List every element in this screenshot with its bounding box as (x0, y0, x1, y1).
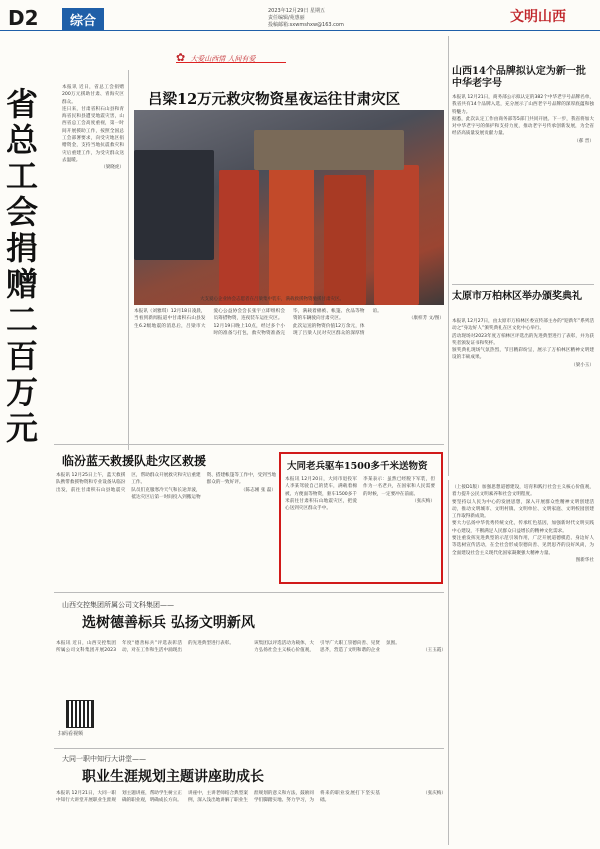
right-long-paragraph: 要注重发挥先进典型的示范引领作用，广泛开展道德模范、身边好人等选树宣传活动，在全社会形成崇德向善、见贤思齐的良好风尚，为全面建设社会主义现代化国家凝聚强大精神力量。 (452, 536, 594, 556)
veteran-body (285, 476, 435, 578)
rescuer-figure (324, 175, 366, 305)
veteran-paragraph: 本报讯 12月20日，大同市退役军人李某驾驶自己的货车，满载着棉被、方便面等物资，驱车1500多千米前往甘肃积石山地震灾区，把爱心送到灾区群众手中。 (285, 477, 357, 512)
lead-source: （梁晓虎） (101, 165, 124, 171)
cargo-figure (254, 130, 404, 170)
right-mid-headline: 太原市万柏林区举办颁奖典礼 (452, 291, 582, 302)
rescue-paragraph: 队员们克服寒冷天气和长途奔波，抵达灾区后第一时间投入到搬运物资、搭建帐篷等工作中，受到当地群众的一致好评。 (131, 473, 276, 500)
rescuer-figure (374, 165, 419, 305)
lower2-source: （张庆梅） (423, 791, 446, 796)
right-top-body (452, 94, 594, 270)
lower2-kicker: 大同一职中知行大讲堂—— (62, 755, 146, 763)
veteran-article (279, 452, 443, 584)
column-divider (448, 480, 449, 845)
right-top-headline: 山西14个品牌拟认定为新一批中华老字号 (452, 66, 586, 89)
lower-kicker: 山西交控集团所属公司文科集团—— (62, 601, 174, 609)
rescue-paragraph: 本报讯 12月25日上午，蓝天救援队携带救援物资和专业设备从临汾出发，前往甘肃积石山县地震灾区，帮助群众开展救灾和灾后重建工作。 (56, 473, 201, 493)
right-top-source: （郝 晋） (574, 138, 594, 144)
right-mid-paragraph: 活动现场对2023年度万柏林区评选出的先进典型进行了表彰，并为获奖者颁发证书和奖杯。 (452, 333, 594, 346)
lead-paragraph: 连日来，甘肃省积石山县和青海省民和县遭受地震灾害，山西省总工会高度重视，第一时间开展援助工作，按照全国总工会部署要求，向受灾地区捐赠资金，支持当地抗震救灾和灾后重建工作，为受灾群众送去温暖。 (62, 106, 124, 163)
flower-icon: ✿ (176, 51, 186, 64)
masthead-rule (0, 30, 600, 31)
lower-headline: 选树德善标兵 弘扬文明新风 (82, 615, 255, 631)
masthead-logo: 文明山西 (510, 9, 566, 25)
lower-body (56, 640, 446, 740)
lower2-paragraph: 本报讯 12月21日，大同一职中知行大讲堂开展职业生涯规划主题讲座，帮助学生树立正确的职业观，明确成长方向。 (56, 791, 182, 804)
lower-paragraph: 该集团以评选活动为载体，大力弘扬社会主义核心价值观，引导广大职工崇德向善、见贤思齐，营造了文明和谐的企业氛围。 (254, 641, 400, 654)
section-rule (452, 284, 594, 285)
date-line: 2023年12月29日 星期五 (268, 8, 326, 14)
right-mid-source: （梁小玉） (571, 362, 594, 368)
rescue-body (56, 472, 276, 580)
section-label: 综合 (62, 8, 104, 31)
right-long-paragraph: 要大力弘扬中华优秀传统文化，传承红色基因，加强新时代文明实践中心建设，不断满足人民群众日益增长的精神文化需求。 (452, 521, 594, 534)
rescue-source: （陈志刚 张 磊） (240, 487, 276, 493)
editor-line: 责任编辑/苑惠丽 (268, 15, 305, 21)
masthead-info (268, 8, 418, 29)
right-long-source: 图新华社 (575, 557, 594, 563)
column-divider (448, 36, 449, 476)
right-long-paragraph: 要坚持以人民为中心的发展思想，深入开展群众性精神文明创建活动，推动文明城市、文明村镇、文明单位、文明家庭、文明校园创建工作取得新成效。 (452, 499, 594, 520)
column-divider (128, 70, 129, 450)
qr-caption: 扫码看视频 (58, 731, 84, 737)
lead-paragraph: 本报讯 近日，省总工会捐赠200万元援助甘肃、青海灾区群众。 (62, 85, 124, 105)
lower2-body (56, 790, 446, 845)
veteran-paragraph: 李某表示：虽然已经脱下军装，但作为一名老兵，在国家和人民需要的时候，一定要冲在前面。 (363, 477, 435, 497)
qr-code-icon[interactable] (66, 700, 94, 728)
veteran-source: （张庆梅） (412, 498, 435, 504)
lead-headline: 省总工会捐赠二百万元 (6, 85, 39, 447)
section-rule (54, 592, 444, 593)
section-banner (176, 46, 286, 63)
feature-source: （康梓芳 文/图） (408, 316, 444, 322)
feature-caption: 大支爱心企业协会志愿者在吕梁集中装车，满载救援物资驰援甘肃灾区。 (200, 297, 344, 302)
right-mid-paragraph: 本报讯 12月27日，由太原市万柏林区委宣传部主办的“迎新年”系列活动之“身边好人”颁奖典礼在区文化中心举行。 (452, 319, 594, 332)
banner-text: 大爱山西情 人间有爱 (190, 55, 256, 63)
feature-body (134, 308, 444, 458)
section-rule (54, 748, 444, 749)
feature-paragraph: 此次运送的物资价值12万余元，体现了吕梁人民对灾区群众的深厚情谊。 (293, 309, 382, 336)
right-top-paragraph: 本报讯 12月21日，商务部公示拟认定的382个中华老字号品牌名单，我省共有14个品牌入选，充分展示了山西老字号品牌的深厚底蕴和独特魅力。 (452, 95, 594, 115)
feature-paragraph: 12月19日晚上10点，经过多个小时的准备与打包，救灾物资准备完毕，满载着棉被、帐篷、食品等物资的车辆驶向甘肃灾区。 (213, 309, 365, 336)
rescuer-figure (219, 170, 259, 305)
page-number: D2 (8, 6, 39, 30)
feature-photo (134, 110, 444, 305)
right-mid-paragraph: 颁奖典礼现场气氛热烈，节目精彩纷呈，展示了万柏林区精神文明建设的丰硕成果。 (452, 348, 594, 361)
lower-paragraph: 本报讯 近日，山西交控集团所属公司文科集团开展2023年度“德善标兵”评选表彰活动，对在工作和生活中涌现出的先进典型进行表彰。 (56, 641, 234, 654)
lower-source: （王玉霞） (423, 648, 446, 654)
veteran-headline: 大同老兵驱车1500多千米送物资 (287, 461, 428, 472)
rescuer-figure (269, 160, 314, 305)
email-line: 投稿邮箱:sxwmshxw@163.com (268, 22, 344, 28)
section-rule (54, 444, 444, 445)
right-long-paragraph: （上接D1版）加强思想道德建设，培育和践行社会主义核心价值观，着力提升公民文明素养和社会文明程度。 (452, 485, 594, 498)
feature-headline: 吕梁12万元救灾物资星夜运往甘肃灾区 (148, 91, 401, 108)
feature-paragraph: 本报讯（刘雅琪）12月18日凌晨，当看到新闻报道中甘肃积石山县发生6.2级地震的消息后，吕梁市大爱心公益协会会长张宇立即组织会员筹措物资，连夜装车运往灾区。 (134, 309, 285, 329)
right-top-paragraph: 据悉，此次认定工作由商务部等5部门共同开展。下一步，我省将加大对中华老字号的保护和支持力度，推动老字号传承创新发展，为全省经济高质量发展贡献力量。 (452, 116, 594, 137)
lead-body (62, 84, 124, 464)
truck-figure (134, 150, 214, 260)
right-long-body (452, 484, 594, 844)
lower2-paragraph: 讲座中，主讲老师结合典型案例，深入浅出地讲解了职业生涯规划的意义和方法，鼓励同学们脚踏实地、努力学习，为将来的职业发展打下坚实基础。 (188, 791, 380, 804)
lower2-headline: 职业生涯规划主题讲座助成长 (82, 769, 264, 785)
right-mid-body (452, 318, 594, 478)
rescue-headline: 临汾蓝天救援队赴灾区救援 (62, 454, 207, 468)
